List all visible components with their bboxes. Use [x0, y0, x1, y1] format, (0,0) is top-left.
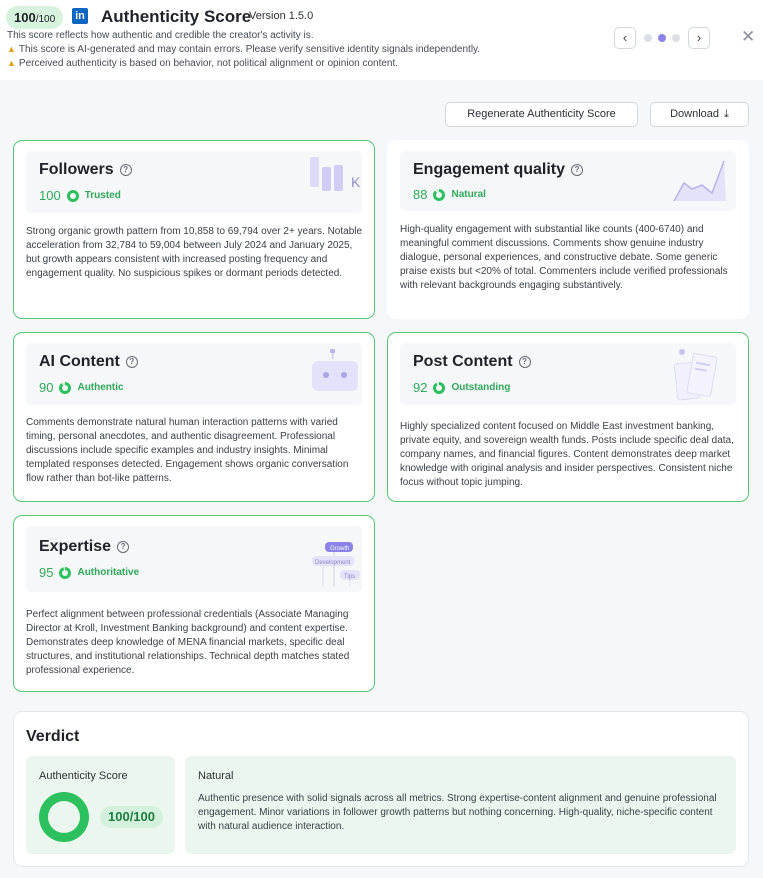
warning-icon: ▲ — [7, 58, 16, 68]
prev-button[interactable] — [614, 27, 636, 49]
engagement-score-value: 88 — [413, 187, 428, 202]
ai-content-card-header — [26, 343, 362, 405]
engagement-title-text: Engagement quality — [413, 161, 566, 178]
help-icon[interactable]: ? — [519, 356, 531, 368]
expertise-card — [13, 515, 375, 692]
carousel-dot[interactable] — [644, 34, 652, 42]
engagement-score — [413, 187, 486, 202]
expertise-card-header — [26, 526, 362, 592]
score-ring-icon — [433, 382, 445, 394]
carousel-dot-active[interactable] — [658, 34, 666, 42]
help-icon[interactable]: ? — [117, 541, 129, 553]
engagement-card-header — [400, 151, 736, 211]
carousel-dot[interactable] — [672, 34, 680, 42]
chevron-left-icon: ‹ — [622, 30, 628, 45]
app-title: Authenticity Score — [101, 7, 252, 26]
verdict-section — [13, 711, 749, 867]
close-icon[interactable]: ✕ — [741, 27, 756, 46]
post-content-score — [413, 380, 510, 395]
post-content-title-text: Post Content — [413, 353, 513, 370]
followers-title — [39, 161, 132, 179]
header-score-value: 100 — [14, 10, 36, 25]
trend-chart-icon — [672, 157, 728, 203]
warning-icon: ▲ — [7, 44, 16, 54]
ai-content-label: Authentic — [77, 382, 124, 393]
followers-illustration-icon — [310, 157, 370, 201]
download-label: Download — [670, 108, 720, 120]
ai-content-title-text: AI Content — [39, 353, 120, 370]
expertise-label: Authoritative — [77, 567, 140, 578]
header-score-badge — [6, 6, 63, 29]
skill-tree-icon — [296, 540, 366, 592]
disclaimer-ai-text: This score is AI-generated and may contain errors. Please verify sensitive identity signals independently. — [18, 44, 481, 55]
post-content-label: Outstanding — [451, 382, 511, 393]
post-content-title — [413, 353, 531, 371]
expertise-title-text: Expertise — [39, 538, 112, 555]
verdict-summary-panel — [185, 756, 736, 854]
verdict-score-title: Authenticity Score — [39, 770, 128, 782]
download-icon: ⤓ — [724, 108, 729, 120]
header-description: This score reflects how authentic and credible the creator's activity is. — [7, 30, 314, 41]
help-icon[interactable]: ? — [126, 356, 138, 368]
engagement-description: High-quality engagement with substantial like counts (400-6740) and meaningful comment discussions. Comments show genuine industry dialogue, personal experiences, and constructive debate. Some generic praise exists but <20% of total. Commenters include verified professionals with relevant backgrounds engaging substantively. — [400, 224, 728, 291]
ai-content-card — [13, 332, 375, 502]
help-icon[interactable]: ? — [571, 164, 583, 176]
followers-label: Trusted — [84, 190, 121, 201]
robot-icon — [308, 349, 362, 399]
verdict-score-badge: 100/100 — [100, 806, 163, 828]
ai-content-score-value: 90 — [39, 380, 54, 395]
expertise-tag-tips: Tips — [344, 574, 356, 580]
expertise-tag-growth: Growth — [330, 546, 350, 552]
disclaimer-political — [7, 58, 398, 69]
post-content-card — [387, 332, 749, 502]
expertise-description: Perfect alignment between professional credentials (Associate Managing Director at Kroll, Investment Banking background) and content expertise. Demonstrates deep knowledge of MENA financial markets, specific deal structures, and institutional relationships. Technical depth matches stated professional experience. — [26, 609, 350, 676]
score-ring-icon — [67, 190, 79, 202]
score-ring-icon — [59, 567, 71, 579]
expertise-score — [39, 565, 139, 580]
score-ring-icon — [433, 189, 445, 201]
engagement-card — [387, 140, 749, 319]
header — [0, 0, 763, 80]
documents-icon — [674, 349, 728, 403]
verdict-text: Authentic presence with solid signals across all metrics. Strong expertise-content alignment and genuine professional engagement. Minor variations in follower growth patterns but nothing concerning. High-quality, niche-specific content with natural audience interaction. — [198, 793, 717, 832]
post-content-description: Highly specialized content focused on Middle East investment banking, private equity, and sovereign wealth funds. Posts include specific deal data, company names, and financial figures. Content demonstrates deep market knowledge with original analysis and insider perspectives. Consistent niche focus without topic jumping. — [400, 421, 734, 488]
ai-content-score — [39, 380, 124, 395]
ai-content-title — [39, 353, 138, 371]
verdict-title: Verdict — [26, 728, 80, 745]
expertise-score-value: 95 — [39, 565, 54, 580]
followers-score — [39, 188, 121, 203]
expertise-title — [39, 538, 129, 556]
post-content-score-value: 92 — [413, 380, 428, 395]
score-ring-icon — [59, 382, 71, 394]
followers-title-text: Followers — [39, 161, 114, 178]
next-button[interactable] — [688, 27, 710, 49]
followers-card — [13, 140, 375, 319]
engagement-title — [413, 161, 583, 179]
help-icon[interactable]: ? — [120, 164, 132, 176]
followers-card-header — [26, 151, 362, 213]
linkedin-icon: in — [72, 8, 88, 24]
disclaimer-ai — [7, 44, 480, 55]
followers-score-value: 100 — [39, 188, 61, 203]
header-score-suffix: /100 — [35, 14, 56, 25]
disclaimer-political-text: Perceived authenticity is based on behavior, not political alignment or opinion content. — [18, 58, 399, 69]
version-label: Version 1.5.0 — [249, 10, 314, 22]
expertise-tag-development: Development — [315, 560, 351, 566]
authenticity-ring-icon — [39, 792, 89, 842]
regenerate-button[interactable]: Regenerate Authenticity Score — [445, 102, 638, 127]
verdict-score-panel — [26, 756, 175, 854]
chevron-right-icon: › — [696, 30, 702, 45]
download-button[interactable] — [650, 102, 749, 127]
engagement-label: Natural — [451, 189, 486, 200]
post-content-card-header — [400, 343, 736, 405]
followers-illustration-letter: K — [351, 174, 361, 190]
followers-description: Strong organic growth pattern from 10,858 to 69,794 over 2+ years. Notable acceleration from 32,784 to 59,004 between July 2024 and January 2025, but growth appears consistent with increased posting frequency and engagement quality. No suspicious spikes or dormant periods detected. — [26, 226, 363, 279]
ai-content-description: Comments demonstrate natural human interaction patterns with varied timing, personal anecdotes, and authentic disagreement. Professional discussions include specific examples and industry insights. Minimal templated responses detected. Engagement shows organic conversation flow rather than bot-like patterns. — [26, 417, 349, 484]
verdict-label: Natural — [198, 770, 234, 782]
